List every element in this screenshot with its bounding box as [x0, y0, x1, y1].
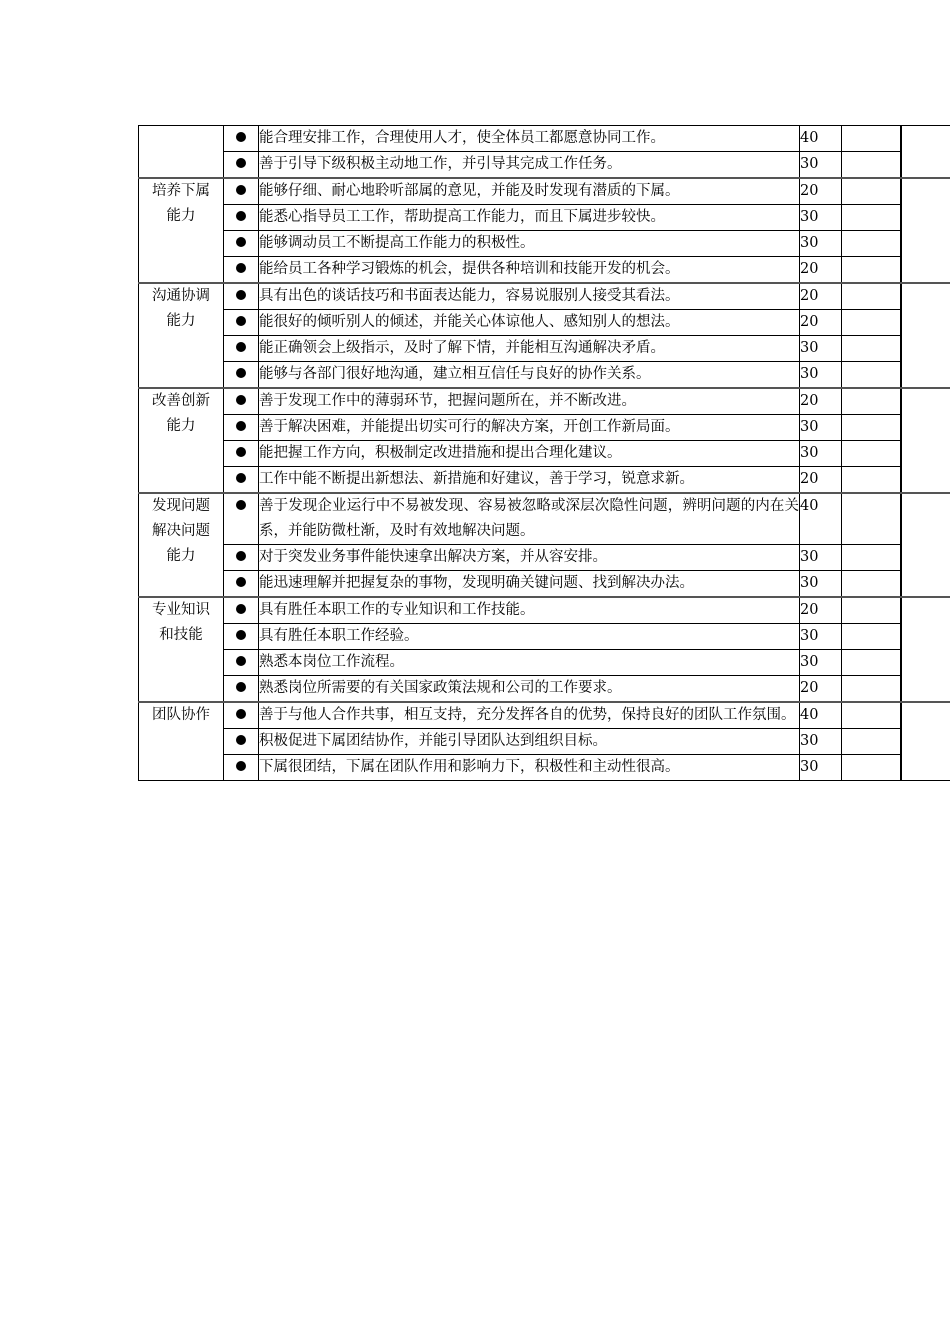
bullet-dot-icon: [236, 577, 246, 587]
criterion-text: 积极促进下属团结协作，并能引导团队达到组织目标。: [259, 729, 800, 755]
category-label: 能力: [166, 313, 196, 329]
rating-input-cell[interactable]: [842, 493, 901, 545]
category-label: 培养下属: [152, 183, 210, 199]
table-row: [139, 336, 950, 362]
category-label: 能力: [166, 548, 196, 564]
criterion-text: 善于发现企业运行中不易被发现、容易被忽略或深层次隐性问题，辨明问题的内在关系，并能防微杜渐，及时有效地解决问题。: [259, 493, 800, 545]
rating-input-cell[interactable]: [842, 467, 901, 494]
group-total-cell[interactable]: [902, 493, 950, 597]
bullet-dot-icon: [236, 735, 246, 745]
criterion-text: 善于与他人合作共事，相互支持，充分发挥各自的优势，保持良好的团队工作氛围。: [259, 702, 800, 729]
bullet-cell: [224, 126, 259, 152]
bullet-dot-icon: [236, 316, 246, 326]
bullet-dot-icon: [236, 500, 246, 510]
bullet-cell: [224, 205, 259, 231]
criterion-text: 能悉心指导员工工作，帮助提高工作能力，而且下属进步较快。: [259, 205, 800, 231]
category-label: 和技能: [159, 627, 203, 643]
score-cell: 40: [800, 126, 842, 152]
table-row: [139, 755, 950, 781]
category-cell: [139, 178, 224, 283]
rating-input-cell[interactable]: [842, 336, 901, 362]
table-row: [139, 388, 950, 415]
bullet-cell: [224, 441, 259, 467]
rating-input-cell[interactable]: [842, 702, 901, 729]
bullet-cell: [224, 283, 259, 310]
bullet-cell: [224, 336, 259, 362]
bullet-dot-icon: [236, 158, 246, 168]
rating-input-cell[interactable]: [842, 415, 901, 441]
category-cell: [139, 283, 224, 388]
table-row: [139, 126, 950, 152]
criterion-text: 能很好的倾听别人的倾述，并能关心体谅他人、感知别人的想法。: [259, 310, 800, 336]
bullet-dot-icon: [236, 656, 246, 666]
bullet-cell: [224, 571, 259, 598]
table-row: [139, 310, 950, 336]
bullet-dot-icon: [236, 211, 246, 221]
bullet-dot-icon: [236, 447, 246, 457]
criterion-text: 具有胜任本职工作经验。: [259, 624, 800, 650]
bullet-cell: [224, 257, 259, 284]
table-row: [139, 415, 950, 441]
bullet-dot-icon: [236, 682, 246, 692]
table-row: [139, 467, 950, 494]
criterion-text: 能够仔细、耐心地聆听部属的意见，并能及时发现有潜质的下属。: [259, 178, 800, 205]
score-cell: 30: [800, 415, 842, 441]
rating-input-cell[interactable]: [842, 283, 901, 310]
score-cell: 30: [800, 729, 842, 755]
evaluation-table-body: [139, 126, 950, 781]
criterion-text: 能正确领会上级指示，及时了解下情，并能相互沟通解决矛盾。: [259, 336, 800, 362]
table-row: [139, 702, 950, 729]
bullet-cell: [224, 178, 259, 205]
table-row: [139, 231, 950, 257]
criterion-text: 熟悉本岗位工作流程。: [259, 650, 800, 676]
rating-input-cell[interactable]: [842, 545, 901, 571]
bullet-cell: [224, 545, 259, 571]
criterion-text: 能给员工各种学习锻炼的机会，提供各种培训和技能开发的机会。: [259, 257, 800, 284]
criterion-text: 能迅速理解并把握复杂的事物，发现明确关键问题、找到解决办法。: [259, 571, 800, 598]
rating-input-cell[interactable]: [842, 624, 901, 650]
score-cell: 20: [800, 257, 842, 284]
score-cell: 30: [800, 624, 842, 650]
category-label: 沟通协调: [152, 288, 210, 304]
criterion-text: 熟悉岗位所需要的有关国家政策法规和公司的工作要求。: [259, 676, 800, 703]
bullet-dot-icon: [236, 604, 246, 614]
category-label: 解决问题: [152, 523, 210, 539]
criterion-text: 善于解决困难，并能提出切实可行的解决方案，开创工作新局面。: [259, 415, 800, 441]
score-cell: 30: [800, 441, 842, 467]
bullet-cell: [224, 755, 259, 781]
score-cell: 40: [800, 702, 842, 729]
score-cell: 20: [800, 310, 842, 336]
criterion-text: 能够调动员工不断提高工作能力的积极性。: [259, 231, 800, 257]
category-label: 团队协作: [152, 707, 210, 723]
score-cell: 40: [800, 493, 842, 545]
group-total-cell[interactable]: [902, 126, 950, 179]
score-cell: 20: [800, 388, 842, 415]
bullet-dot-icon: [236, 421, 246, 431]
bullet-cell: [224, 624, 259, 650]
category-cell: [139, 493, 224, 597]
criterion-text: 能够与各部门很好地沟通，建立相互信任与良好的协作关系。: [259, 362, 800, 389]
bullet-dot-icon: [236, 395, 246, 405]
score-cell: 20: [800, 283, 842, 310]
table-row: [139, 178, 950, 205]
score-cell: 30: [800, 231, 842, 257]
category-label: 发现问题: [152, 498, 210, 514]
bullet-dot-icon: [236, 473, 246, 483]
rating-input-cell[interactable]: [842, 231, 901, 257]
group-total-cell[interactable]: [902, 388, 950, 493]
score-cell: 30: [800, 205, 842, 231]
category-cell: [139, 126, 224, 179]
bullet-dot-icon: [236, 630, 246, 640]
evaluation-sheet: [138, 125, 950, 781]
bullet-cell: [224, 362, 259, 389]
bullet-dot-icon: [236, 132, 246, 142]
table-row: [139, 493, 950, 545]
rating-input-cell[interactable]: [842, 205, 901, 231]
score-cell: 30: [800, 152, 842, 179]
table-row: [139, 545, 950, 571]
table-row: [139, 676, 950, 703]
bullet-cell: [224, 729, 259, 755]
bullet-dot-icon: [236, 237, 246, 247]
table-row: [139, 441, 950, 467]
score-cell: 30: [800, 650, 842, 676]
criterion-text: 工作中能不断提出新想法、新措施和好建议，善于学习，锐意求新。: [259, 467, 800, 494]
bullet-cell: [224, 702, 259, 729]
category-label: 能力: [166, 208, 196, 224]
rating-input-cell[interactable]: [842, 650, 901, 676]
table-row: [139, 283, 950, 310]
criterion-text: 能把握工作方向，积极制定改进措施和提出合理化建议。: [259, 441, 800, 467]
category-cell: [139, 388, 224, 493]
group-total-cell[interactable]: [902, 283, 950, 388]
table-row: [139, 257, 950, 284]
table-row: [139, 152, 950, 179]
criterion-text: 能合理安排工作，合理使用人才，使全体员工都愿意协同工作。: [259, 126, 800, 152]
bullet-cell: [224, 310, 259, 336]
bullet-dot-icon: [236, 290, 246, 300]
rating-input-cell[interactable]: [842, 152, 901, 179]
bullet-cell: [224, 650, 259, 676]
bullet-cell: [224, 493, 259, 545]
rating-input-cell[interactable]: [842, 571, 901, 598]
bullet-dot-icon: [236, 761, 246, 771]
score-cell: 30: [800, 571, 842, 598]
table-row: [139, 205, 950, 231]
table-row: [139, 362, 950, 389]
score-cell: 30: [800, 362, 842, 389]
criterion-text: 具有胜任本职工作的专业知识和工作技能。: [259, 597, 800, 624]
bullet-cell: [224, 676, 259, 703]
bullet-cell: [224, 597, 259, 624]
category-label: 专业知识: [152, 602, 210, 618]
bullet-dot-icon: [236, 263, 246, 273]
bullet-cell: [224, 388, 259, 415]
rating-input-cell[interactable]: [842, 729, 901, 755]
group-total-cell[interactable]: [902, 178, 950, 283]
bullet-dot-icon: [236, 342, 246, 352]
score-cell: 30: [800, 755, 842, 781]
category-label: 改善创新: [152, 393, 210, 409]
bullet-dot-icon: [236, 185, 246, 195]
bullet-dot-icon: [236, 551, 246, 561]
criterion-text: 具有出色的谈话技巧和书面表达能力，容易说服别人接受其看法。: [259, 283, 800, 310]
bullet-cell: [224, 152, 259, 179]
score-cell: 20: [800, 676, 842, 703]
category-cell: [139, 597, 224, 702]
score-cell: 30: [800, 545, 842, 571]
bullet-cell: [224, 231, 259, 257]
category-cell: [139, 702, 224, 781]
table-row: [139, 624, 950, 650]
criterion-text: 下属很团结，下属在团队作用和影响力下，积极性和主动性很高。: [259, 755, 800, 781]
table-row: [139, 571, 950, 598]
table-row: [139, 650, 950, 676]
rating-input-cell[interactable]: [842, 755, 901, 781]
criterion-text: 善于发现工作中的薄弱环节，把握问题所在，并不断改进。: [259, 388, 800, 415]
table-row: [139, 729, 950, 755]
rating-input-cell[interactable]: [842, 597, 901, 624]
table-row: [139, 597, 950, 624]
rating-input-cell[interactable]: [842, 257, 901, 284]
group-total-cell[interactable]: [902, 597, 950, 702]
score-cell: 20: [800, 597, 842, 624]
rating-input-cell[interactable]: [842, 676, 901, 703]
rating-input-cell[interactable]: [842, 178, 901, 205]
criterion-text: 对于突发业务事件能快速拿出解决方案，并从容安排。: [259, 545, 800, 571]
rating-input-cell[interactable]: [842, 441, 901, 467]
rating-input-cell[interactable]: [842, 388, 901, 415]
rating-input-cell[interactable]: [842, 310, 901, 336]
bullet-dot-icon: [236, 368, 246, 378]
group-total-cell[interactable]: [902, 702, 950, 781]
bullet-dot-icon: [236, 709, 246, 719]
score-cell: 30: [800, 336, 842, 362]
category-label: 能力: [166, 418, 196, 434]
bullet-cell: [224, 415, 259, 441]
evaluation-table: [138, 125, 950, 781]
score-cell: 20: [800, 467, 842, 494]
bullet-cell: [224, 467, 259, 494]
score-cell: 20: [800, 178, 842, 205]
rating-input-cell[interactable]: [842, 126, 901, 152]
rating-input-cell[interactable]: [842, 362, 901, 389]
criterion-text: 善于引导下级积极主动地工作，并引导其完成工作任务。: [259, 152, 800, 179]
